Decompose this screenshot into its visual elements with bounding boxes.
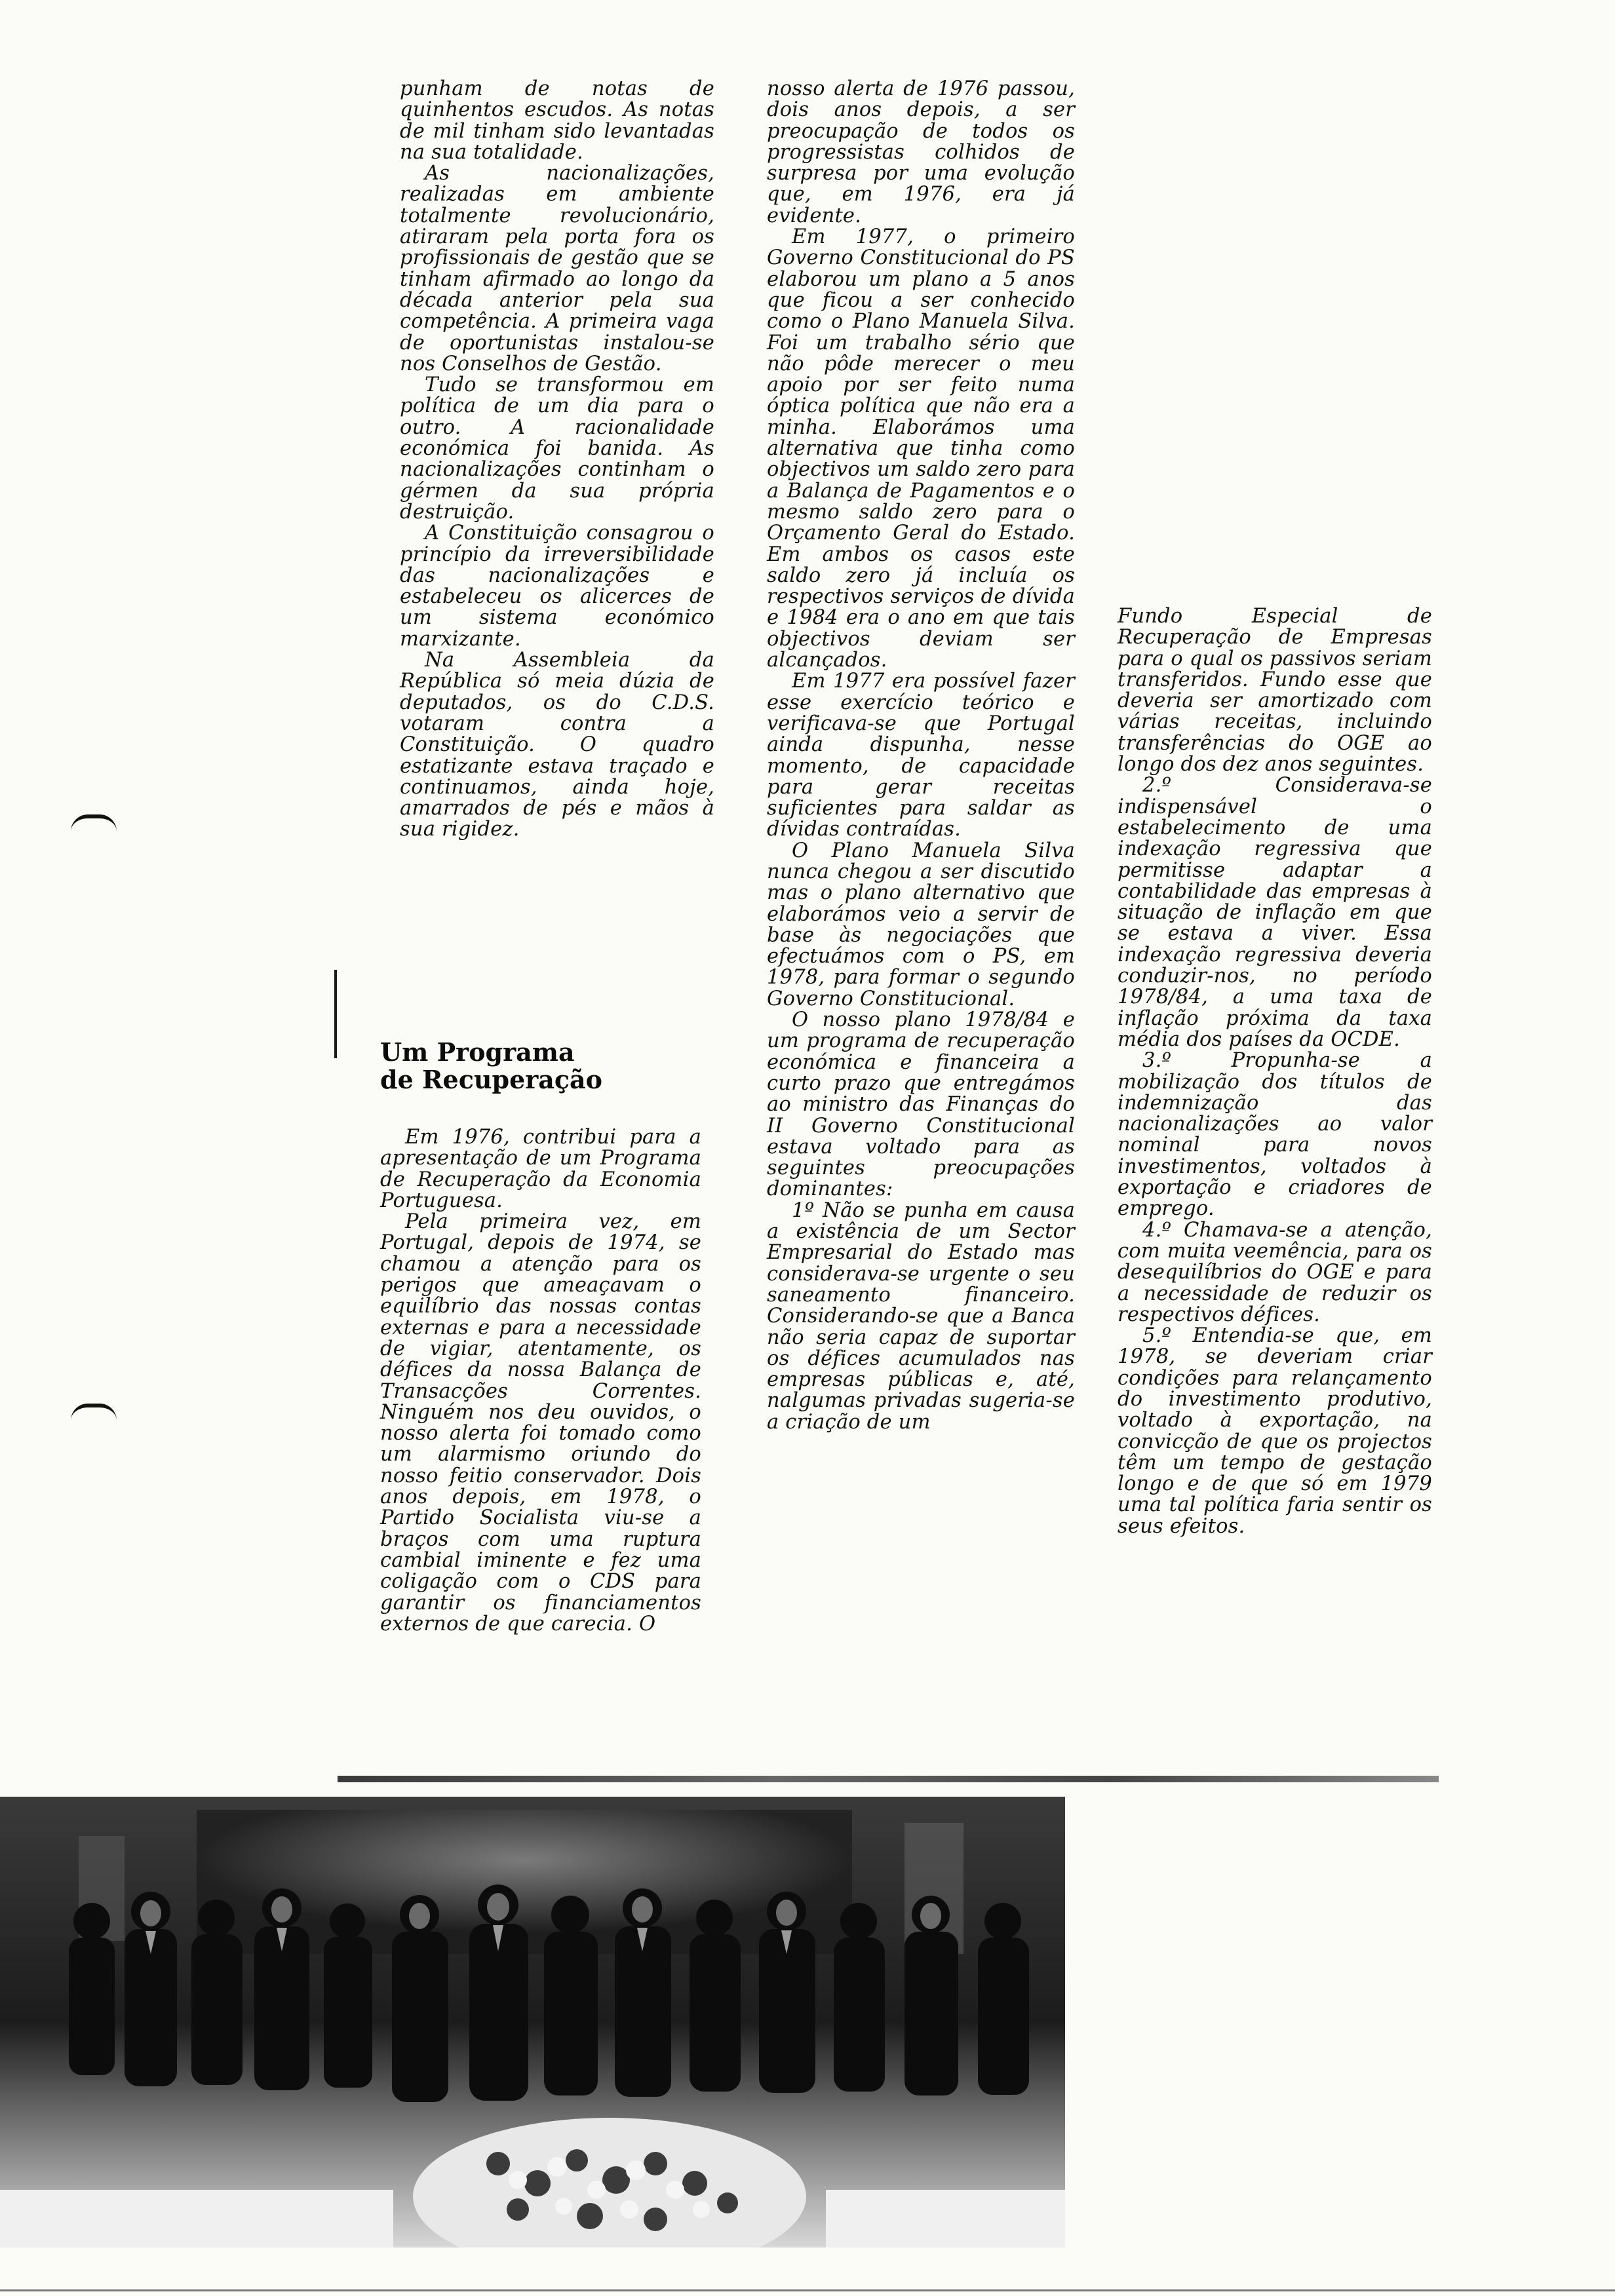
paragraph: Na Assembleia da República só meia dúzia de deputados, os do C.D.S. votaram contra a Constituição. O quadro estatizante estava traçado e continuamos, ainda hoje, amarrados de pés e mãos à sua rigidez.: [400, 649, 714, 841]
paragraph: As nacionalizações, realizadas em ambiente totalmente revolucionário, atiraram pela porta fora os profissionais de gestão que se tinham afirmado ao longo da década anterior pela sua competência. A primeira vaga de oportunistas instalou-se nos Conselhos de Gestão.: [400, 162, 714, 375]
paragraph: 4.º Chamava-se a atenção, com muita veemência, para os desequilíbrios do OGE e para a necessidade de reduzir os respectivos défices.: [1118, 1218, 1432, 1326]
paragraph: 3.º Propunha-se a mobilização dos títulos de indemnização das nacionalizações ao valor nominal para novos investimentos, voltados à exportação e criadores de emprego.: [1118, 1049, 1432, 1221]
left-vertical-rule: [334, 970, 337, 1058]
paragraph: nosso alerta de 1976 passou, dois anos depois, a ser preocupação de todos os progressistas colhidos de surpresa por uma evolução que, em 1976, era já evidente.: [767, 77, 1075, 227]
news-photograph: [0, 1797, 1065, 2248]
photo-illustration: [0, 1797, 1065, 2248]
section-rule: [338, 1776, 1439, 1782]
paragraph: Em 1977, o primeiro Governo Constitucional do PS elaborou um plano a 5 anos que ficou a ser conhecido como o Plano Manuela Silva. Foi um trabalho sério que não pôde merecer o meu apoio por ser feito numa óptica política que não era a minha. Elaborámos uma alternativa que tinha como objectivos um saldo zero para a Balança de Pagamentos e o mesmo saldo zero para o Orçamento Geral do Estado. Em ambos os casos este saldo zero já incluía os respectivos serviços de dívida e 1984 era o ano em que tais objectivos deviam ser alcançados.: [767, 225, 1075, 672]
column-2: [767, 79, 1075, 1433]
column-1: [400, 79, 714, 841]
paragraph: 2.º Considerava-se indispensável o estabelecimento de uma indexação regressiva que permitisse adaptar a contabilidade das empresas à situação de inflação em que se estava a viver. Essa indexação regressiva deveria conduzir-nos, no período 1978/84, a uma taxa de inflação próxima da taxa média dos países da OCDE.: [1118, 774, 1432, 1051]
paragraph: 1º Não se punha em causa a existência de um Sector Empresarial do Estado mas considerava-se urgente o seu saneamento financeiro. Considerando-se que a Banca não seria capaz de suportar os défices acumulados nas empresas públicas e, até, nalgumas privadas sugeria-se a criação de um: [767, 1198, 1075, 1434]
margin-mark-bottom: [71, 1404, 117, 1421]
column-1-continued: [380, 1127, 701, 1635]
section-heading: [380, 1039, 602, 1094]
paragraph: Tudo se transformou em política de um dia para o outro. A racionalidade económica foi banida. As nacionalizações continham o gérmen da sua própria destruição.: [400, 373, 714, 524]
margin-mark-top: [71, 814, 117, 832]
section-heading-line-2: de Recuperação: [380, 1065, 602, 1094]
paragraph: O Plano Manuela Silva nunca chegou a ser discutido mas o plano alternativo que elaborámos veio a servir de base às negociações que efectuámos com o PS, em 1978, para formar o segundo Governo Constitucional.: [767, 839, 1075, 1010]
paragraph: Em 1976, contribui para a apresentação de um Programa de Recuperação da Economia Portuguesa.: [380, 1126, 701, 1212]
paragraph: Fundo Especial de Recuperação de Empresas para o qual os passivos seriam transferidos. Fundo esse que deveria ser amortizado com várias receitas, incluindo transferências do OGE ao longo dos dez anos seguintes.: [1118, 605, 1432, 776]
section-heading-line-1: Um Programa: [380, 1037, 575, 1067]
paragraph: punham de notas de quinhentos escudos. As notas de mil tinham sido levantadas na sua totalidade.: [400, 77, 714, 164]
paragraph: 5.º Entendia-se que, em 1978, se deveriam criar condições para relançamento do investimento produtivo, voltado à exportação, na convicção de que os projectos têm um tempo de gestação longo e de que só em 1979 uma tal política faria sentir os seus efeitos.: [1118, 1324, 1432, 1538]
page-bottom-rule: [0, 2289, 1615, 2291]
column-3: [1118, 606, 1432, 1537]
paragraph: O nosso plano 1978/84 e um programa de recuperação económica e financeira a curto prazo que entregámos ao ministro das Finanças do II Governo Constitucional estava voltado para as seguintes preocupações dominantes:: [767, 1008, 1075, 1201]
paragraph: Em 1977 era possível fazer esse exercício teórico e verificava-se que Portugal ainda dispunha, nesse momento, de capacidade para gerar receitas suficientes para saldar as dívidas contraídas.: [767, 670, 1075, 841]
paragraph: Pela primeira vez, em Portugal, depois de 1974, se chamou a atenção para os perigos que ameaçavam o equilíbrio das nossas contas externas e para a necessidade de vigiar, atentamente, os défices da nossa Balança de Transacções Correntes. Ninguém nos deu ouvidos, o nosso alerta foi tomado como um alarmismo oriundo do nosso feitio conservador. Dois anos depois, em 1978, o Partido Socialista viu-se a braços com uma ruptura cambial iminente e fez uma coligação com o CDS para garantir os financiamentos externos de que carecia. O: [380, 1210, 701, 1636]
paragraph: A Constituição consagrou o princípio da irreversibilidade das nacionalizações e estabeleceu os alicerces de um sistema económico marxizante.: [400, 522, 714, 651]
